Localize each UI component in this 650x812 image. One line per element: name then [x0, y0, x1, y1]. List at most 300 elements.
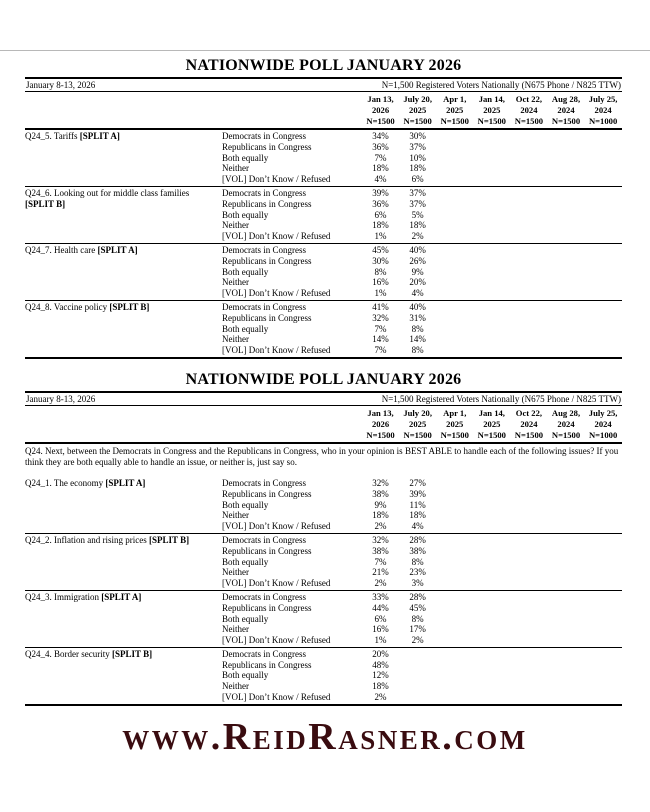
poll-value: 20%: [372, 648, 389, 659]
poll-value: [585, 199, 622, 210]
poll-value: [510, 163, 547, 174]
poll-value: [436, 163, 473, 174]
poll-value: [510, 546, 547, 557]
poll-value: 5%: [411, 209, 424, 220]
poll-value: [585, 489, 622, 500]
answer-rows: [222, 131, 622, 185]
column-header-line: July 20,: [403, 407, 432, 418]
poll-value: [436, 334, 473, 345]
poll-value: 36%: [372, 141, 389, 152]
poll-value: [436, 142, 473, 153]
split-tag: [SPLIT B]: [25, 198, 66, 209]
table-row: [222, 557, 622, 568]
poll-value: 37%: [409, 141, 426, 152]
poll-value: 8%: [411, 323, 424, 334]
poll-value: [585, 603, 622, 614]
poll-value: [547, 649, 584, 660]
column-header-line: 2025: [483, 105, 501, 115]
answer-option: Republicans in Congress: [222, 255, 312, 266]
poll-date-range: January 8-13, 2026: [26, 80, 96, 90]
column-header-line: N=1000: [588, 116, 618, 126]
poll-value: [473, 313, 510, 324]
poll-value: 3%: [411, 578, 424, 589]
poll-value: [473, 245, 510, 256]
table-row: [222, 245, 622, 256]
poll-value: 28%: [409, 591, 426, 602]
table-row: [222, 334, 622, 345]
poll-value: [399, 649, 436, 660]
poll-value: [547, 324, 584, 335]
table-row: [222, 210, 622, 221]
table-row: [222, 489, 622, 500]
answer-option: Neither: [222, 567, 249, 578]
answer-option: Neither: [222, 624, 249, 635]
column-spacer: [25, 408, 362, 441]
poll-value: 32%: [372, 534, 389, 545]
poll-value: [547, 500, 584, 511]
poll-value: [547, 220, 584, 231]
poll-value: [436, 603, 473, 614]
column-header-line: N=1500: [403, 116, 432, 126]
poll-value: [585, 220, 622, 231]
page-divider-line: [0, 50, 650, 51]
column-header-line: N=1000: [588, 429, 618, 440]
poll-value: 17%: [409, 624, 426, 635]
answer-option: Democrats in Congress: [222, 648, 306, 659]
poll-value: 16%: [372, 624, 389, 635]
poll-value: [473, 220, 510, 231]
poll-value: 4%: [411, 521, 424, 532]
answer-option: [VOL] Don’t Know / Refused: [222, 345, 331, 356]
poll-value: [585, 231, 622, 242]
table-row: [222, 578, 622, 589]
poll-value: [436, 288, 473, 299]
poll-value: [473, 557, 510, 568]
poll-value: [547, 670, 584, 681]
poll-value: 21%: [372, 567, 389, 578]
table-row: [222, 313, 622, 324]
answer-option: Neither: [222, 510, 249, 521]
poll-value: [473, 267, 510, 278]
table-row: [222, 521, 622, 532]
answer-option: Republicans in Congress: [222, 602, 312, 613]
poll-value: [547, 313, 584, 324]
poll-value: [510, 578, 547, 589]
poll-value: [510, 624, 547, 635]
table-row: [222, 535, 622, 546]
poll-section-bottom: [25, 371, 622, 706]
poll-value: [585, 592, 622, 603]
poll-value: 7%: [374, 152, 387, 163]
poll-value: [436, 546, 473, 557]
poll-value: [510, 245, 547, 256]
poll-value: [436, 692, 473, 703]
column-header-line: Oct 22,: [515, 94, 543, 104]
answer-option: [VOL] Don’t Know / Refused: [222, 578, 331, 589]
poll-value: [510, 660, 547, 671]
poll-value: [473, 199, 510, 210]
poll-value: 1%: [374, 288, 387, 299]
poll-value: [473, 535, 510, 546]
column-header: [399, 94, 436, 127]
table-row: [222, 199, 622, 210]
question-block: [25, 300, 622, 357]
poll-value: [473, 188, 510, 199]
question-label: [25, 245, 222, 299]
poll-value: 32%: [372, 477, 389, 488]
table-row: [222, 277, 622, 288]
question-text: Q24_1. The economy: [25, 477, 106, 488]
column-header-line: N=1500: [551, 116, 581, 126]
column-header-line: Aug 28,: [551, 407, 581, 418]
poll-value: [547, 592, 584, 603]
column-header: [473, 408, 510, 441]
poll-value: [436, 199, 473, 210]
poll-value: [585, 500, 622, 511]
poll-value: [547, 288, 584, 299]
table-row: [222, 567, 622, 578]
poll-value: [585, 174, 622, 185]
table-row: [222, 142, 622, 153]
poll-value: 4%: [411, 288, 424, 299]
column-header-line: 2024: [557, 105, 575, 115]
poll-value: [585, 163, 622, 174]
answer-option: Both equally: [222, 209, 269, 220]
split-tag: [SPLIT B]: [148, 534, 190, 545]
poll-value: [510, 142, 547, 153]
question-text: Q24_4. Border security: [25, 648, 112, 659]
poll-value: 7%: [374, 345, 387, 356]
poll-value: [473, 210, 510, 221]
table-row: [222, 302, 622, 313]
answer-option: Republicans in Congress: [222, 488, 312, 499]
poll-value: [436, 670, 473, 681]
poll-value: [547, 188, 584, 199]
poll-value: [473, 324, 510, 335]
sample-info: N=1,500 Registered Voters Nationally (N675 Phone / N825 TTW): [381, 393, 621, 404]
poll-value: [436, 578, 473, 589]
poll-value: [585, 324, 622, 335]
poll-value: [585, 692, 622, 703]
poll-value: [585, 131, 622, 142]
poll-value: [473, 635, 510, 646]
poll-value: [585, 660, 622, 671]
poll-value: [473, 681, 510, 692]
answer-rows: [222, 245, 622, 299]
column-header-line: 2024: [520, 418, 538, 429]
table-row: [222, 660, 622, 671]
poll-value: [585, 535, 622, 546]
poll-value: 8%: [411, 556, 424, 567]
column-header: [399, 408, 436, 441]
poll-value: [436, 567, 473, 578]
poll-value: 37%: [409, 187, 426, 198]
column-header-line: N=1500: [477, 116, 506, 126]
table-row: [222, 546, 622, 557]
poll-value: [547, 277, 584, 288]
poll-value: 40%: [409, 301, 426, 312]
answer-option: Neither: [222, 681, 249, 692]
poll-value: [547, 245, 584, 256]
poll-value: 45%: [372, 244, 389, 255]
split-tag: [SPLIT A]: [105, 477, 146, 488]
column-header-line: 2024: [594, 105, 612, 115]
poll-value: [510, 670, 547, 681]
poll-value: 34%: [372, 131, 389, 141]
poll-value: [473, 500, 510, 511]
table-row: [222, 670, 622, 681]
poll-value: [510, 210, 547, 221]
poll-value: [436, 302, 473, 313]
answer-option: Democrats in Congress: [222, 534, 306, 545]
answer-option: Both equally: [222, 323, 269, 334]
poll-value: [510, 557, 547, 568]
poll-value: [547, 345, 584, 356]
poll-value: 1%: [374, 231, 387, 242]
poll-value: 9%: [374, 499, 387, 510]
poll-value: 2%: [374, 692, 387, 703]
poll-value: [547, 557, 584, 568]
poll-value: [473, 142, 510, 153]
table-row: [222, 163, 622, 174]
poll-value: [473, 592, 510, 603]
poll-value: [473, 163, 510, 174]
poll-value: [436, 660, 473, 671]
poll-value: [399, 681, 436, 692]
poll-value: [436, 231, 473, 242]
poll-value: 39%: [409, 488, 426, 499]
poll-value: 16%: [372, 277, 389, 288]
poll-value: [473, 670, 510, 681]
answer-option: [VOL] Don’t Know / Refused: [222, 635, 331, 646]
poll-value: [585, 313, 622, 324]
poll-value: [473, 131, 510, 142]
column-headers: [25, 406, 622, 444]
poll-value: [547, 546, 584, 557]
poll-value: 40%: [409, 244, 426, 255]
poll-value: [547, 614, 584, 625]
column-header-line: N=1500: [403, 429, 432, 440]
subtitle-bar: [25, 77, 622, 92]
answer-option: Republicans in Congress: [222, 545, 312, 556]
question-block: [25, 186, 622, 243]
poll-value: [473, 510, 510, 521]
column-header-line: Aug 28,: [551, 94, 581, 104]
poll-value: [473, 660, 510, 671]
question-text: Q24_6. Looking out for middle class families: [25, 187, 190, 198]
poll-value: 8%: [411, 345, 424, 356]
poll-value: [436, 510, 473, 521]
poll-value: 1%: [374, 635, 387, 646]
column-header-line: 2026: [371, 418, 390, 429]
poll-value: [473, 345, 510, 356]
poll-value: [547, 267, 584, 278]
question-label: [25, 592, 222, 646]
poll-value: 37%: [409, 198, 426, 209]
poll-value: [510, 288, 547, 299]
poll-value: [473, 567, 510, 578]
poll-value: [585, 624, 622, 635]
poll-value: [510, 649, 547, 660]
split-tag: [SPLIT A]: [97, 244, 138, 255]
table-row: [222, 345, 622, 356]
poll-value: 18%: [372, 163, 389, 174]
poll-value: [473, 649, 510, 660]
poll-value: [585, 510, 622, 521]
poll-value: [585, 210, 622, 221]
poll-value: [436, 535, 473, 546]
answer-option: Both equally: [222, 613, 269, 624]
poll-title: NATIONWIDE POLL JANUARY 2026: [185, 370, 462, 388]
poll-value: [436, 324, 473, 335]
answer-option: Both equally: [222, 499, 269, 510]
question-label: [25, 649, 222, 703]
column-header: [362, 94, 399, 127]
question-text: Q24_7. Health care: [25, 244, 98, 255]
poll-value: [547, 510, 584, 521]
poll-value: [547, 334, 584, 345]
poll-value: [510, 277, 547, 288]
poll-table: [25, 477, 622, 706]
poll-value: [585, 557, 622, 568]
poll-value: [436, 210, 473, 221]
poll-value: 18%: [409, 510, 426, 521]
split-tag: [SPLIT A]: [101, 591, 142, 602]
poll-table: [25, 130, 622, 359]
poll-value: [510, 267, 547, 278]
poll-value: [436, 345, 473, 356]
poll-value: [473, 624, 510, 635]
poll-value: 7%: [374, 556, 387, 567]
poll-value: [547, 521, 584, 532]
poll-value: [436, 153, 473, 164]
question-intro-text: Q24. Next, between the Democrats in Congress and the Republicans in Congress, who in your opinion is BEST ABLE to handle each of the following issues? If you think they are both equally able to handle an issue, or neither is, just say so.: [25, 445, 619, 468]
poll-value: [585, 256, 622, 267]
question-block: [25, 647, 622, 704]
poll-value: [547, 131, 584, 142]
poll-value: [510, 131, 547, 142]
poll-value: [436, 614, 473, 625]
table-row: [222, 174, 622, 185]
poll-value: 6%: [411, 174, 424, 185]
table-row: [222, 231, 622, 242]
footer-website-url[interactable]: www.ReidRasner.com: [122, 716, 528, 758]
question-label: [25, 535, 222, 589]
table-row: [222, 478, 622, 489]
poll-value: [399, 692, 436, 703]
question-text: Q24_3. Immigration: [25, 591, 102, 602]
column-header-line: 2025: [446, 418, 464, 429]
poll-value: [547, 142, 584, 153]
poll-value: 11%: [409, 499, 426, 510]
poll-value: 14%: [409, 334, 426, 345]
poll-value: 8%: [374, 266, 387, 277]
poll-value: 4%: [374, 174, 387, 185]
poll-value: 6%: [374, 209, 387, 220]
column-header: [473, 94, 510, 127]
poll-value: [473, 334, 510, 345]
poll-value: [436, 174, 473, 185]
answer-rows: [222, 535, 622, 589]
poll-value: [510, 174, 547, 185]
poll-value: 33%: [372, 591, 389, 602]
table-row: [222, 220, 622, 231]
poll-value: [547, 535, 584, 546]
poll-value: 30%: [409, 131, 426, 141]
column-header: [362, 408, 399, 441]
answer-option: Democrats in Congress: [222, 187, 306, 198]
question-block: [25, 477, 622, 533]
column-header-line: 2024: [557, 418, 575, 429]
poll-value: 36%: [372, 198, 389, 209]
split-tag: [SPLIT B]: [111, 648, 153, 659]
poll-value: [436, 478, 473, 489]
poll-value: [547, 256, 584, 267]
poll-value: [547, 199, 584, 210]
column-header: [436, 408, 473, 441]
poll-value: [510, 478, 547, 489]
poll-value: [436, 256, 473, 267]
answer-option: Both equally: [222, 556, 269, 567]
poll-value: 48%: [372, 659, 389, 670]
column-header-line: N=1500: [440, 116, 469, 126]
column-spacer: [25, 94, 362, 127]
split-tag: [SPLIT B]: [109, 301, 150, 312]
answer-rows: [222, 478, 622, 532]
poll-value: [585, 267, 622, 278]
table-row: [222, 267, 622, 278]
answer-rows: [222, 188, 622, 242]
poll-value: [547, 489, 584, 500]
table-row: [222, 614, 622, 625]
poll-value: 7%: [374, 323, 387, 334]
table-row: [222, 649, 622, 660]
question-label: [25, 131, 222, 185]
column-header: [510, 94, 547, 127]
answer-option: Both equally: [222, 670, 269, 681]
poll-value: [547, 681, 584, 692]
column-header-line: July 25,: [588, 407, 618, 418]
poll-value: [585, 277, 622, 288]
poll-value: [473, 521, 510, 532]
poll-value: 38%: [409, 545, 426, 556]
poll-value: [510, 188, 547, 199]
answer-rows: [222, 302, 622, 356]
poll-value: [473, 288, 510, 299]
poll-value: 6%: [374, 613, 387, 624]
poll-value: 39%: [372, 187, 389, 198]
poll-value: [547, 478, 584, 489]
column-headers: [25, 92, 622, 130]
poll-value: 18%: [372, 681, 389, 692]
column-header-line: 2025: [446, 105, 464, 115]
table-row: [222, 131, 622, 142]
poll-value: [585, 334, 622, 345]
poll-value: [510, 635, 547, 646]
answer-option: [VOL] Don’t Know / Refused: [222, 174, 331, 185]
table-row: [222, 624, 622, 635]
poll-value: [547, 692, 584, 703]
column-header: [585, 94, 622, 127]
poll-value: 23%: [409, 567, 426, 578]
question-block: [25, 130, 622, 186]
table-row: [222, 603, 622, 614]
sample-info: N=1,500 Registered Voters Nationally (N675 Phone / N825 TTW): [381, 80, 621, 90]
poll-value: 18%: [372, 510, 389, 521]
poll-value: [510, 603, 547, 614]
poll-value: [585, 302, 622, 313]
column-header-line: Jan 14,: [478, 94, 505, 104]
